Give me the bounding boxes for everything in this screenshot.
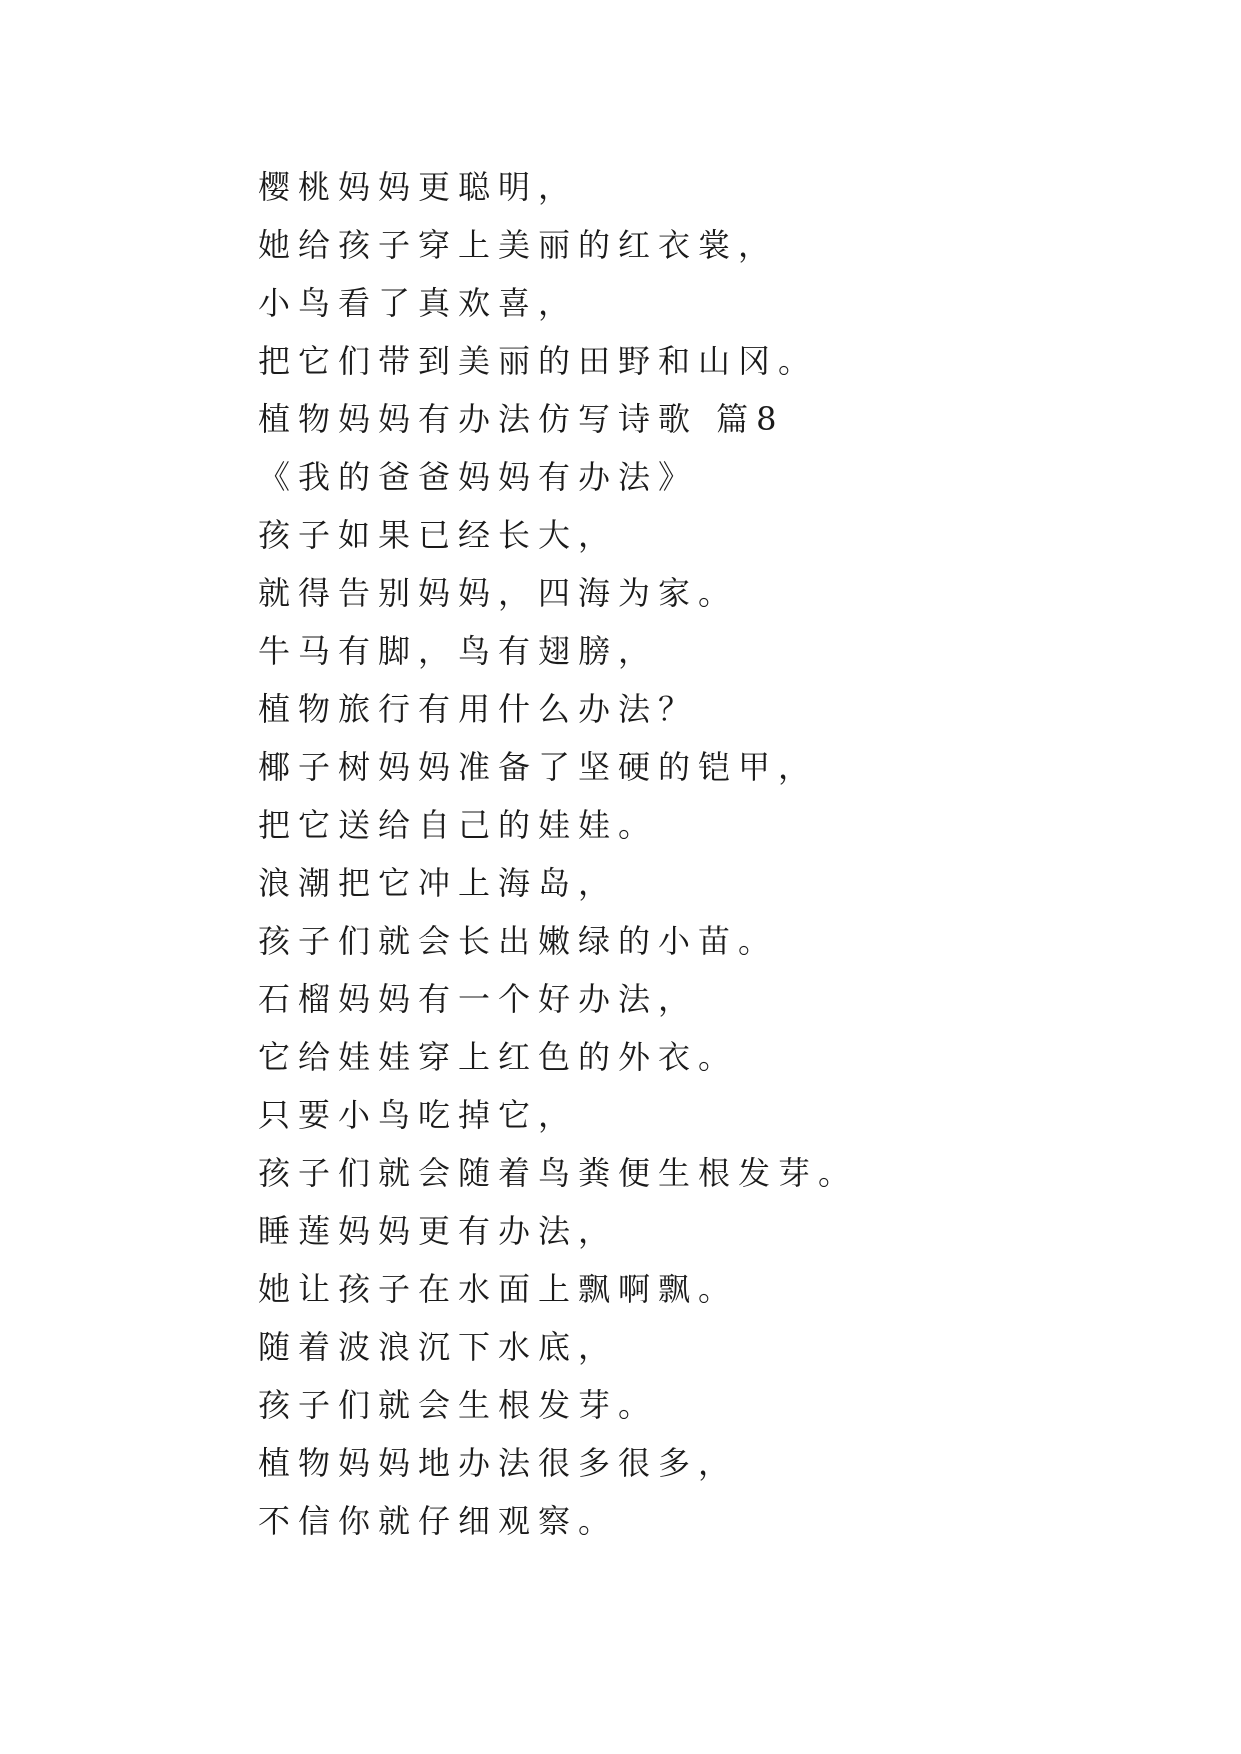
text-line: 植物旅行有用什么办法？ xyxy=(258,690,699,728)
text-line: 它给娃娃穿上红色的外衣。 xyxy=(258,1038,739,1076)
text-line: 小鸟看了真欢喜， xyxy=(258,284,579,322)
text-line: 只要小鸟吃掉它， xyxy=(258,1096,579,1134)
poem-text-block xyxy=(258,158,1158,1550)
text-line: 孩子们就会长出嫩绿的小苗。 xyxy=(258,922,779,960)
text-line: 她让孩子在水面上飘啊飘。 xyxy=(258,1270,739,1308)
section-heading: 植物妈妈有办法仿写诗歌 篇8 xyxy=(258,400,785,438)
text-line: 孩子如果已经长大， xyxy=(258,516,619,554)
text-line: 不信你就仔细观察。 xyxy=(258,1502,619,1540)
text-line: 把它们带到美丽的田野和山冈。 xyxy=(258,342,819,380)
text-line: 就得告别妈妈，四海为家。 xyxy=(258,574,739,612)
text-line: 石榴妈妈有一个好办法， xyxy=(258,980,699,1018)
text-line: 浪潮把它冲上海岛， xyxy=(258,864,619,902)
text-line: 椰子树妈妈准备了坚硬的铠甲， xyxy=(258,748,819,786)
text-line: 孩子们就会生根发芽。 xyxy=(258,1386,659,1424)
text-line: 随着波浪沉下水底， xyxy=(258,1328,619,1366)
text-line: 孩子们就会随着鸟粪便生根发芽。 xyxy=(258,1154,859,1192)
text-line: 睡莲妈妈更有办法， xyxy=(258,1212,619,1250)
poem-title: 《我的爸爸妈妈有办法》 xyxy=(258,458,699,496)
text-line: 牛马有脚，鸟有翅膀， xyxy=(258,632,659,670)
text-line: 把它送给自己的娃娃。 xyxy=(258,806,659,844)
text-line: 植物妈妈地办法很多很多， xyxy=(258,1444,739,1482)
text-line: 她给孩子穿上美丽的红衣裳， xyxy=(258,226,779,264)
text-line: 樱桃妈妈更聪明， xyxy=(258,168,579,206)
